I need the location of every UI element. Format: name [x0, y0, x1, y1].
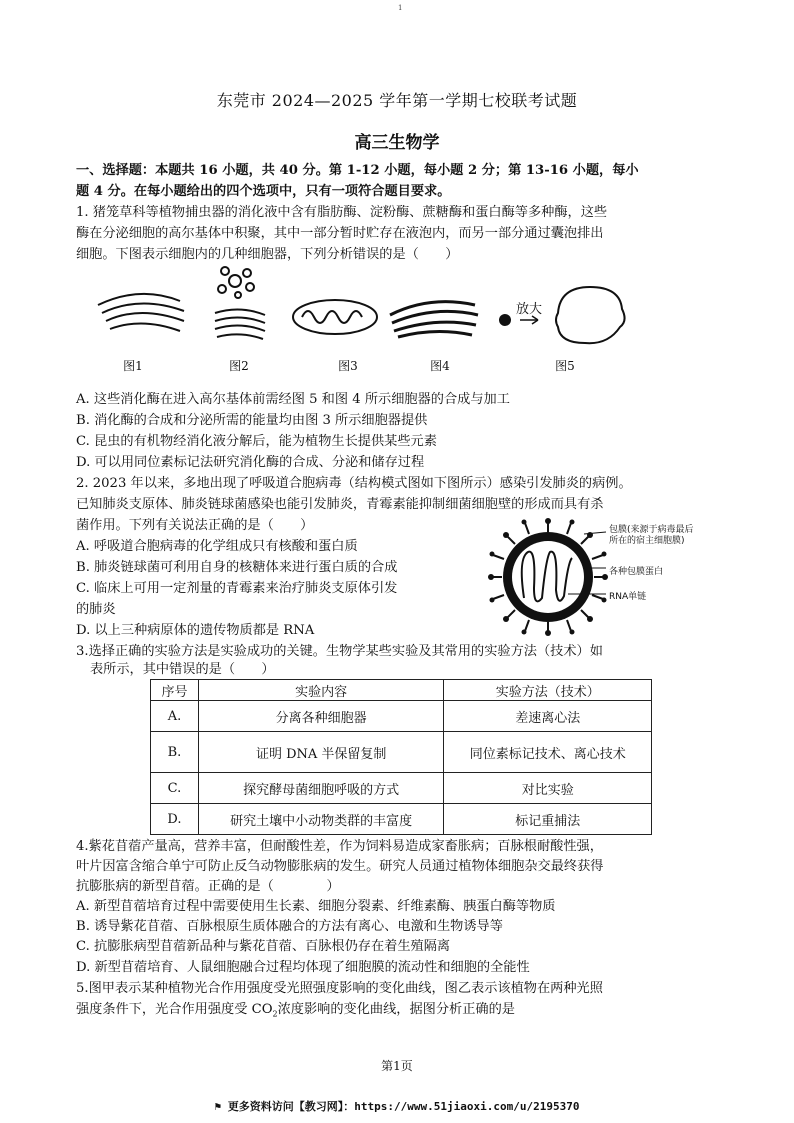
q4-stem-line2: 叶片因富含缩合单宁可防止反刍动物膨胀病的发生。研究人员通过植物体细胞杂交最终获得 — [76, 859, 604, 874]
q2-stem-line2: 已知肺炎支原体、肺炎链球菌感染也能引发肺炎，青霉素能抑制细菌细胞壁的形成而具有杀 — [76, 497, 604, 512]
q5-stem-line2 — [76, 999, 726, 1025]
figure-label-4: 图4 — [430, 359, 450, 373]
figure-4-organelle — [390, 302, 478, 337]
figure-2-golgi — [215, 267, 265, 339]
virus-diagram — [488, 518, 608, 636]
table-header-row — [151, 680, 652, 701]
table-cell: B. — [151, 732, 199, 773]
q4-stem-line3: 抗膨胀病的新型苜蓿。正确的是（ ） — [76, 879, 340, 894]
table-header-cell: 实验内容 — [198, 680, 444, 701]
section-heading-line1: 一、选择题：本题共 16 小题，共 40 分。第 1-12 小题，每小题 2 分；第 13-16 小题，每小 — [76, 163, 639, 178]
q3-stem-line2: 表所示，其中错误的是（ ） — [90, 662, 275, 677]
table-row — [151, 773, 652, 804]
virus-label-rna: RNA单链 — [609, 592, 647, 602]
q4-option-b: B. 诱导紫花苜蓿、百脉根原生质体融合的方法有离心、电激和生物诱导等 — [76, 919, 503, 934]
q1-option-c: C. 昆虫的有机物经消化液分解后，能为植物生长提供某些元素 — [76, 434, 437, 449]
q4-option-a: A. 新型苜蓿培育过程中需要使用生长素、细胞分裂素、纤维素酶、胰蛋白酶等物质 — [76, 899, 556, 914]
table-row — [151, 732, 652, 773]
q2-option-c-cont: 的肺炎 — [76, 602, 116, 617]
virus-label-envelope-line2: 所在的宿主细胞膜) — [609, 536, 685, 546]
footer-link-prefix: 更多资料访问【教习网】： — [227, 1100, 355, 1113]
virus-label-proteins: 各种包膜蛋白 — [609, 567, 664, 577]
table-cell: 证明 DNA 半保留复制 — [198, 732, 444, 773]
footer-link-url[interactable]: https://www.51jiaoxi.com/u/2195370 — [354, 1100, 580, 1113]
figure-label-5: 图5 — [555, 359, 575, 373]
table-cell: 标记重捕法 — [444, 804, 652, 835]
table-header-cell: 实验方法（技术） — [444, 680, 652, 701]
table-cell: C. — [151, 773, 199, 804]
q5-stem-line2-b: 浓度影响的变化曲线，据图分析正确的是 — [277, 1002, 515, 1017]
q5-subscript: 2 — [272, 1009, 278, 1019]
q5-stem-line1: 5.图甲表示某种植物光合作用强度受光照强度影响的变化曲线，图乙表示该植物在两种光照 — [76, 981, 603, 996]
q2-option-b: B. 肺炎链球菌可利用自身的核糖体来进行蛋白质的合成 — [76, 560, 398, 575]
q3-stem-line1: 3.选择正确的实验方法是实验成功的关键。生物学某些实验及其常用的实验方法（技术）如 — [76, 644, 603, 659]
exam-title: 东莞市 2024—2025 学年第一学期七校联考试题 — [216, 91, 578, 110]
q5-stem-line2-a: 强度条件下，光合作用强度受 CO — [76, 1002, 273, 1017]
q4-stem-line1: 4.紫花苜蓿产量高，营养丰富，但耐酸性差，作为饲料易造成家畜胀病；百脉根耐酸性强， — [76, 839, 603, 854]
q2-stem-line1: 2. 2023 年以来，多地出现了呼吸道合胞病毒（结构模式图如下图所示）感染引发肺炎的病例。 — [76, 476, 632, 491]
page-number: 第1页 — [381, 1059, 413, 1073]
table-header-cell: 序号 — [151, 680, 199, 701]
figure-3-mitochondrion — [293, 300, 377, 334]
q1-stem-line1: 1. 猪笼草科等植物捕虫器的消化液中含有脂肪酶、淀粉酶、蔗糖酶和蛋白酶等多种酶，这些 — [76, 205, 608, 220]
q1-option-a: A. 这些消化酶在进入高尔基体前需经图 5 和图 4 所示细胞器的合成与加工 — [76, 392, 510, 407]
table-cell: 探究酵母菌细胞呼吸的方式 — [198, 773, 444, 804]
table-cell: 差速离心法 — [444, 701, 652, 732]
q2-option-c: C. 临床上可用一定剂量的青霉素来治疗肺炎支原体引发 — [76, 581, 398, 596]
flag-icon: ⚑ — [214, 1100, 228, 1113]
figure-5-arrow-text: 放大 — [516, 302, 543, 317]
organelle-figures — [80, 265, 640, 345]
table-row — [151, 804, 652, 835]
q1-option-d: D. 可以用同位素标记法研究消化酶的合成、分泌和储存过程 — [76, 455, 425, 470]
table-cell: 分离各种细胞器 — [198, 701, 444, 732]
table-cell: 对比实验 — [444, 773, 652, 804]
footer-link-bar[interactable] — [0, 1098, 794, 1114]
table-cell: 研究土壤中小动物类群的丰富度 — [198, 804, 444, 835]
virus-label-envelope-line1: 包膜(来源于病毒最后 — [609, 525, 694, 535]
section-heading-line2: 题 4 分。在每小题给出的四个选项中，只有一项符合题目要求。 — [76, 184, 451, 199]
q4-option-c: C. 抗膨胀病型苜蓿新品种与紫花苜蓿、百脉根仍存在着生殖隔离 — [76, 939, 451, 954]
q1-stem-line2: 酶在分泌细胞的高尔基体中积聚，其中一部分暂时贮存在液泡内，而另一部分通过囊泡排出 — [76, 226, 604, 241]
table-cell: D. — [151, 804, 199, 835]
table-cell: 同位素标记技术、离心技术 — [444, 732, 652, 773]
q2-option-d: D. 以上三种病原体的遗传物质都是 RNA — [76, 623, 315, 638]
table-row — [151, 701, 652, 732]
q2-stem-line3: 菌作用。下列有关说法正确的是（ ） — [76, 518, 314, 533]
q4-option-d: D. 新型苜蓿培育、人鼠细胞融合过程均体现了细胞膜的流动性和细胞的全能性 — [76, 960, 530, 975]
q1-stem-line3: 细胞。下图表示细胞内的几种细胞器，下列分析错误的是（ ） — [76, 247, 459, 262]
figure-label-2: 图2 — [229, 359, 249, 373]
figure-label-1: 图1 — [123, 359, 143, 373]
q1-option-b: B. 消化酶的合成和分泌所需的能量均由图 3 所示细胞器提供 — [76, 413, 428, 428]
figure-label-3: 图3 — [338, 359, 358, 373]
exam-subtitle: 高三生物学 — [354, 133, 440, 153]
q2-option-a: A. 呼吸道合胞病毒的化学组成只有核酸和蛋白质 — [76, 539, 358, 554]
figure-1-endoplasmic-reticulum — [98, 294, 184, 331]
page-marker: 1 — [398, 4, 403, 12]
experiment-table — [150, 679, 652, 835]
table-cell: A. — [151, 701, 199, 732]
virus-label-envelope — [609, 525, 694, 547]
